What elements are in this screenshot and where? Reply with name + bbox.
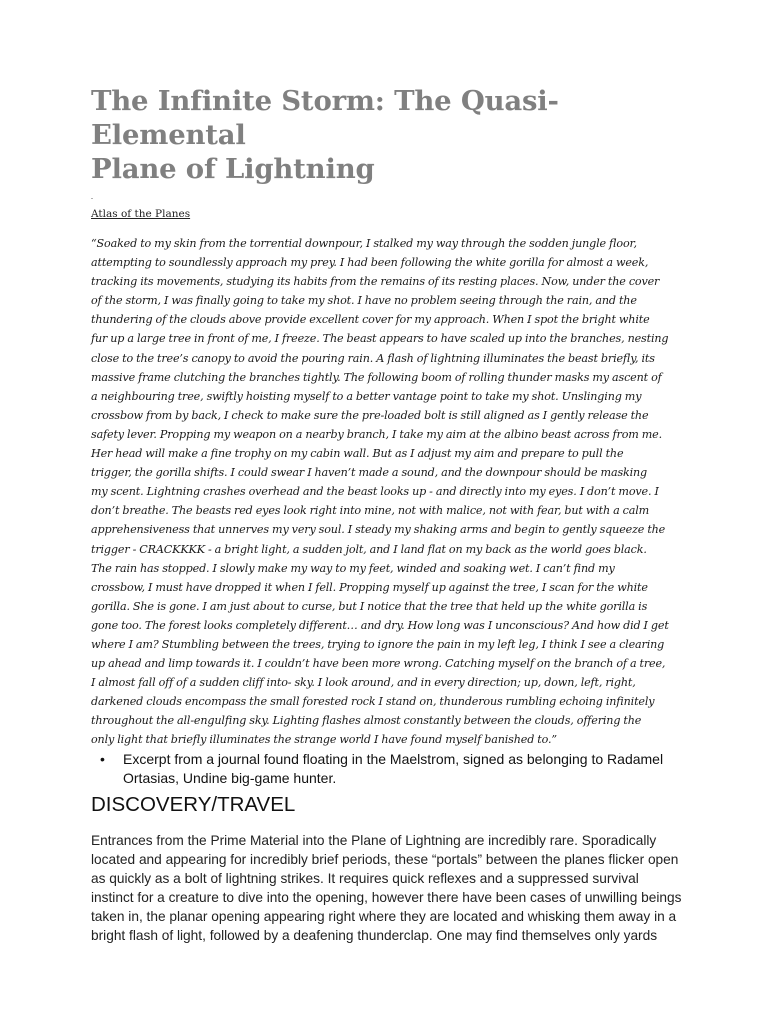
quote-line: massive frame clutching the branches tightly. The following boom of rolling thunder masks my ascent of — [91, 370, 662, 384]
body-line: Entrances from the Prime Material into the Plane of Lightning are incredibly rare. Sporadically — [91, 832, 657, 848]
quote-line: trigger - CRACKKKK - a bright light, a sudden jolt, and I land flat on my back as the world goes black. — [91, 542, 647, 556]
quote-line: I almost fall off of a sudden cliff into- sky. I look around, and in every direction; up, down, left, right, — [91, 676, 636, 690]
small-mark: . — [91, 192, 93, 201]
quote-line: where I am? Stumbling between the trees, trying to ignore the pain in my left leg, I think I see a clearing — [91, 637, 665, 651]
quote-line: up ahead and limp towards it. I couldn’t have been more wrong. Catching myself on the branch of a tree, — [91, 657, 666, 671]
quote-line: darkened clouds encompass the small forested rock I stand on, thunderous rumbling echoing infinitely — [91, 695, 655, 709]
quote-line: tracking its movements, studying its habits from the remains of its resting places. Now, under the cover — [91, 275, 660, 289]
journal-quote — [91, 234, 681, 750]
quote-line: trigger, the gorilla shifts. I could swear I haven’t made a sound, and the downpour should be masking — [91, 466, 648, 480]
body-line: taken in, the planar opening appearing right where they are located and whisking them away in a — [91, 908, 677, 924]
quote-line: close to the tree’s canopy to avoid the pouring rain. A flash of lightning illuminates the beast briefly, its — [91, 351, 655, 365]
quote-line: throughout the all-engulfing sky. Lighting flashes almost constantly between the clouds, offering the — [91, 714, 642, 728]
quote-line: of the storm, I was finally going to take my shot. I have no problem seeing through the rain, and the — [91, 294, 637, 308]
quote-line: only light that briefly illuminates the strange world I have found myself banished to.” — [91, 733, 557, 747]
body-paragraph — [91, 831, 681, 946]
quote-line: gone too. The forest looks completely different… and dry. How long was I unconscious? And how did I get — [91, 618, 669, 632]
title-line-2: Plane of Lightning — [91, 153, 375, 185]
quote-line: thundering of the clouds above provide excellent cover for my approach. When I spot the bright white — [91, 313, 650, 327]
body-line: bright flash of light, followed by a deafening thunderclap. One may find themselves only yards — [91, 928, 658, 943]
document-page — [91, 84, 681, 945]
bullet-text-line-1: Excerpt from a journal found floating in the Maelstrom, signed as belonging to Radamel — [123, 750, 664, 767]
quote-line: don’t breathe. The beasts red eyes look right into mine, not with malice, not with fear, but with a calm — [91, 504, 650, 518]
quote-line: crossbow from by back, I check to make sure the pre-loaded bolt is still aligned as I gently release the — [91, 408, 649, 422]
quote-line: crossbow, I must have dropped it when I fell. Propping myself up against the tree, I scan for the white — [91, 580, 648, 594]
body-line: as quickly as a bolt of lightning strikes. It requires quick reflexes and a suppressed survival — [91, 870, 639, 886]
source-link[interactable]: Atlas of the Planes — [91, 208, 191, 220]
title-line-1: The Infinite Storm: The Quasi-Elemental — [91, 85, 559, 151]
quote-line: apprehensiveness that unnerves my very soul. I steady my shaking arms and begin to gently squeeze the — [91, 523, 666, 537]
body-line: located and appearing for incredibly brief periods, these “portals” between the planes flicker open — [91, 851, 679, 867]
quote-line: attempting to soundlessly approach my prey. I had been following the white gorilla for almost a week, — [91, 256, 649, 270]
body-line: instinct for a creature to dive into the opening, however there have been cases of unwilling beings — [91, 889, 682, 905]
bullet-glyph: • — [100, 750, 105, 767]
quote-line: fur up a large tree in front of me, I freeze. The beast appears to have scaled up into the branches, nesting — [91, 332, 669, 346]
quote-line: a neighbouring tree, swiftly hoisting myself to a better vantage point to take my shot. Unslinging my — [91, 389, 642, 403]
quote-line: my scent. Lightning crashes overhead and the beast looks up - and directly into my eyes. I don’t move. I — [91, 485, 659, 499]
bullet-list — [91, 750, 681, 788]
quote-line: safety lever. Propping my weapon on a nearby branch, I take my aim at the albino beast across from me. — [91, 427, 662, 441]
quote-line: The rain has stopped. I slowly make my way to my feet, winded and soaking wet. I can’t find my — [91, 561, 615, 575]
section-heading: DISCOVERY/TRAVEL — [91, 792, 296, 816]
quote-line: “Soaked to my skin from the torrential downpour, I stalked my way through the sodden jungle floor, — [91, 237, 637, 250]
list-item — [91, 750, 681, 788]
bullet-text-line-2: Ortasias, Undine big-game hunter. — [123, 769, 337, 786]
quote-line: Her head will make a fine trophy on my cabin wall. But as I adjust my aim and prepare to pull the — [91, 447, 624, 461]
quote-line: gorilla. She is gone. I am just about to curse, but I notice that the tree that held up the white gorilla is — [91, 599, 648, 613]
document-title — [91, 84, 681, 186]
